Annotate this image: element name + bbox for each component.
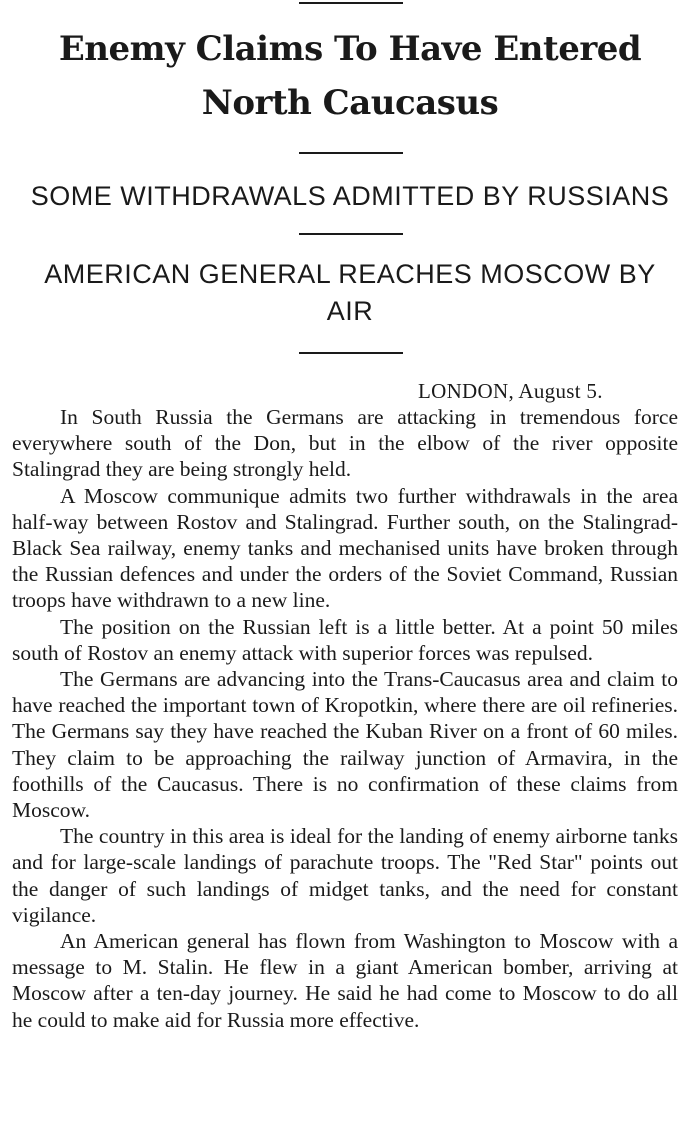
rule-after-subheadline-2 [299, 352, 403, 354]
headline: Enemy Claims To Have Entered North Caucasus [58, 29, 642, 123]
subheadline-american-general: AMERICAN GENERAL REACHES MOSCOW BY AIR [44, 259, 656, 326]
paragraph-withdrawals: A Moscow communique admits two further withdrawals in the area half-way between Rostov and Stalingrad. Further south, on the Stalingrad-Black Sea railway, enemy tanks and mechanised units have broken through the Russian defences and under the orders of the Soviet Command, Russian troops have withdrawn to a new line. [12, 483, 678, 613]
rule-after-headline [299, 152, 403, 154]
paragraph-trans-caucasus: The Germans are advancing into the Trans-Caucasus area and claim to have reached the important town of Kropotkin, where there are oil refineries. The Germans say they have reached the Kuban River on a front of 60 miles. They claim to be approaching the railway junction of Armavira, in the foothills of the Caucasus. There is no confirmation of these claims from Moscow. [12, 667, 678, 823]
rule-after-subheadline-1 [299, 233, 403, 235]
top-rule [299, 2, 403, 4]
paragraph-american-general: An American general has flown from Washington to Moscow with a message to M. Stalin. He flew in a giant American bomber, arriving at Moscow after a ten-day journey. He said he had come to Moscow to do all he could to make aid for Russia more effective. [12, 929, 678, 1032]
subheadline-withdrawals: SOME WITHDRAWALS ADMITTED BY RUSSIANS [30, 181, 670, 211]
paragraph-airborne-tanks: The country in this area is ideal for the landing of enemy airborne tanks and for large-scale landings of parachute troops. The "Red Star" points out the danger of such landings of midget tanks, and the need for constant vigilance. [12, 824, 678, 927]
dateline: LONDON, August 5. [418, 379, 603, 403]
paragraph-russian-left: The position on the Russian left is a little better. At a point 50 miles south of Rostov an enemy attack with superior forces was repulsed. [12, 614, 678, 665]
article-body [12, 404, 678, 1033]
paragraph-german-attack: In South Russia the Germans are attacking in tremendous force everywhere south of the Don, but in the elbow of the river opposite Stalingrad they are being strongly held. [12, 405, 678, 482]
